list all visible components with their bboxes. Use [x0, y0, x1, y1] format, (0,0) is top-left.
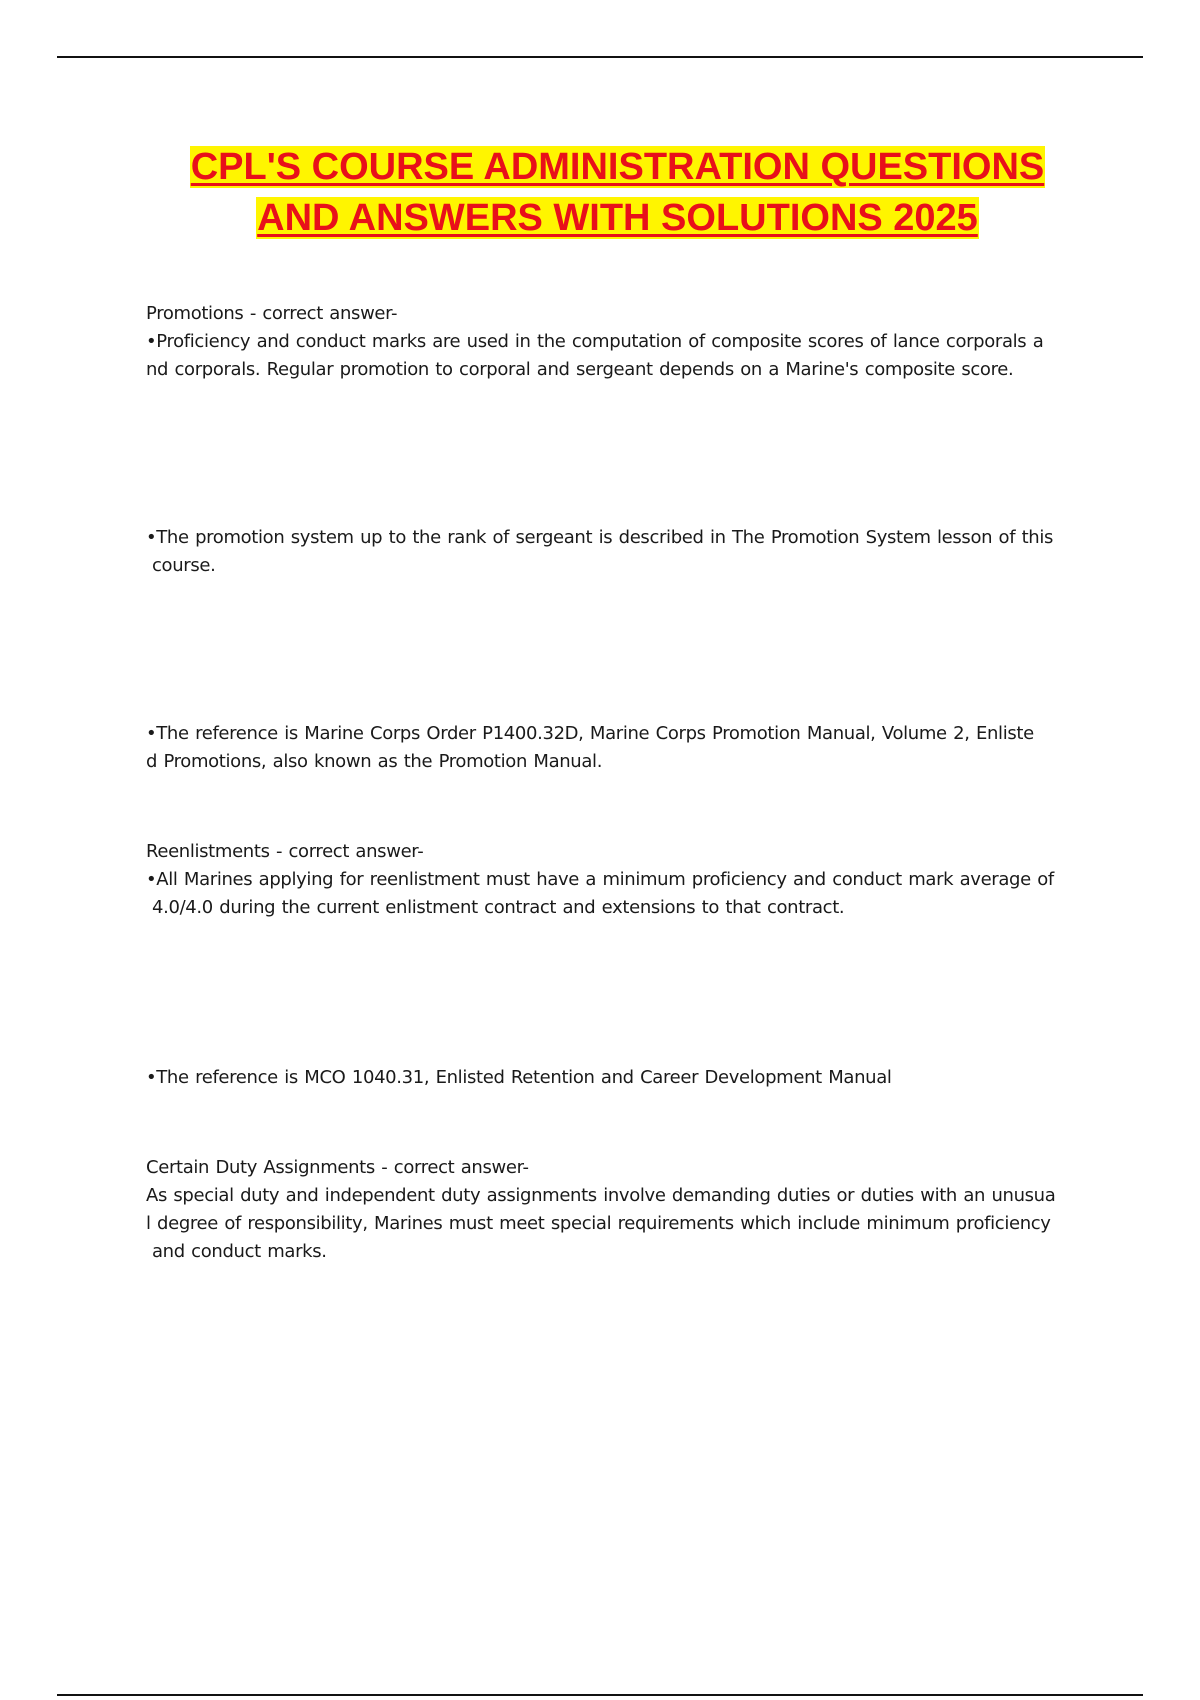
top-rule	[57, 56, 1143, 58]
duty-assignments-section	[146, 1154, 1091, 1266]
reenlistments-para-1-line-1: •All Marines applying for reenlistment must have a minimum proficiency and conduct mark average of	[146, 869, 1054, 890]
bottom-rule	[57, 1694, 1143, 1696]
reenlistments-heading: Reenlistments - correct answer-	[146, 841, 424, 862]
promotions-para-3-line-2: d Promotions, also known as the Promotion Manual.	[146, 751, 603, 772]
duty-assignments-line-2: l degree of responsibility, Marines must meet special requirements which include minimum proficiency	[146, 1213, 1051, 1234]
promotions-para-2	[146, 524, 1091, 580]
document-title	[0, 142, 1200, 244]
promotions-para-2-line-2: course.	[152, 555, 216, 576]
title-line-1: CPL'S COURSE ADMINISTRATION QUESTIONS	[190, 146, 1045, 188]
promotions-para-1-line-2: nd corporals. Regular promotion to corporal and sergeant depends on a Marine's composite score.	[146, 359, 1014, 380]
duty-assignments-line-1: As special duty and independent duty assignments involve demanding duties or duties with an unusua	[146, 1185, 1056, 1206]
promotions-section	[146, 300, 1091, 384]
reenlistments-para-2	[146, 1064, 1091, 1092]
duty-assignments-heading: Certain Duty Assignments - correct answer-	[146, 1157, 529, 1178]
duty-assignments-line-3: and conduct marks.	[152, 1241, 327, 1262]
reenlistments-para-2-line-1: •The reference is MCO 1040.31, Enlisted Retention and Career Development Manual	[146, 1067, 892, 1088]
promotions-heading: Promotions - correct answer-	[146, 303, 398, 324]
promotions-para-2-line-1: •The promotion system up to the rank of sergeant is described in The Promotion System lesson of this	[146, 527, 1054, 548]
promotions-para-1-line-1: •Proficiency and conduct marks are used in the computation of composite scores of lance corporals a	[146, 331, 1044, 352]
promotions-para-3	[146, 720, 1091, 776]
reenlistments-section	[146, 838, 1091, 922]
promotions-para-3-line-1: •The reference is Marine Corps Order P1400.32D, Marine Corps Promotion Manual, Volume 2, Enliste	[146, 723, 1034, 744]
title-line-2: AND ANSWERS WITH SOLUTIONS 2025	[257, 197, 978, 239]
reenlistments-para-1-line-2: 4.0/4.0 during the current enlistment contract and extensions to that contract.	[152, 897, 845, 918]
